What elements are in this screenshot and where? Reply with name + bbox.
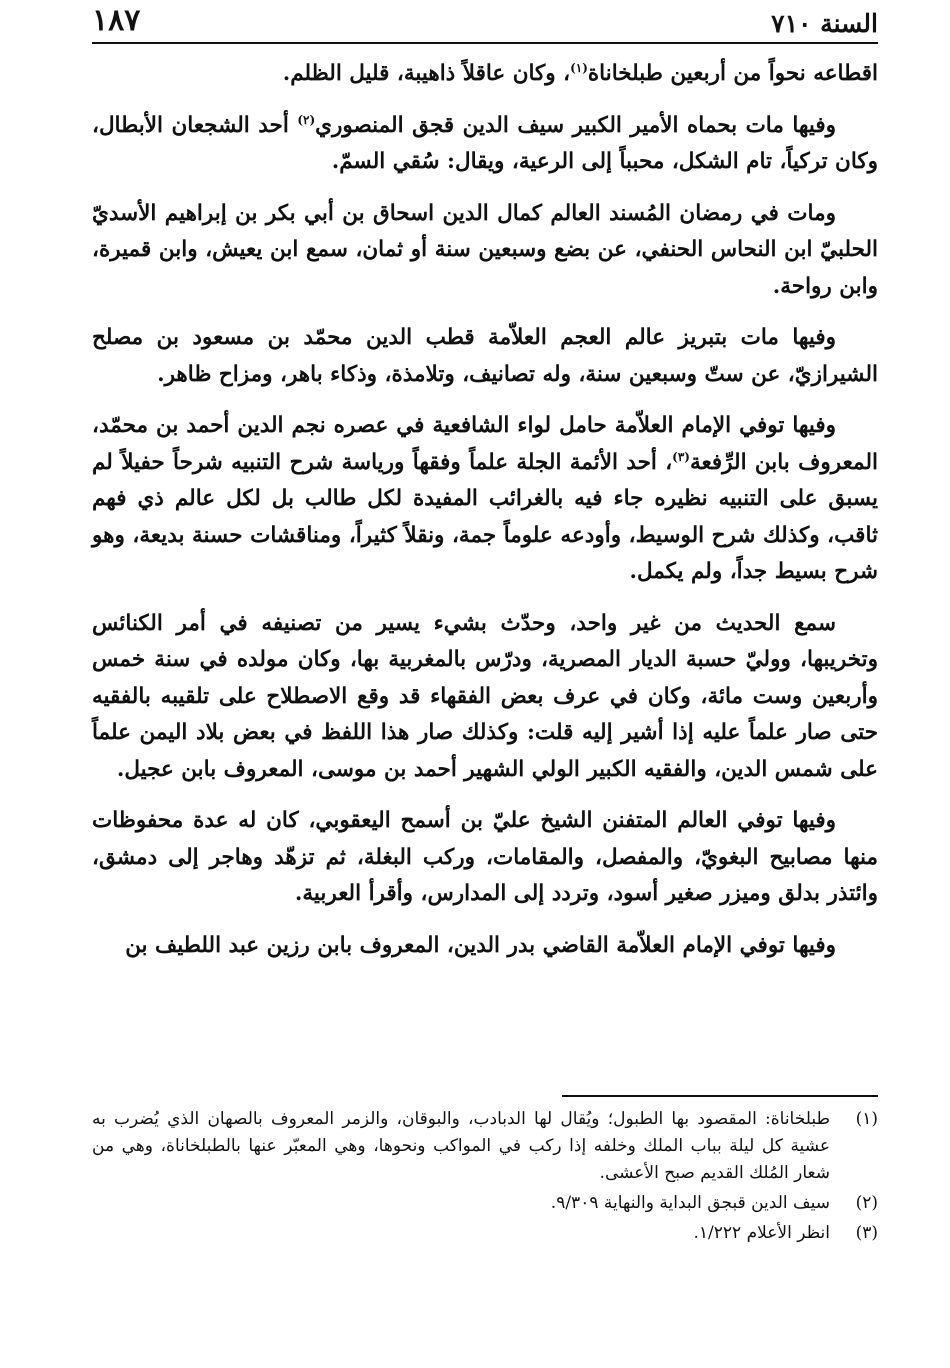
main-text: [92, 56, 878, 979]
footnote-text: طبلخاناة: المقصود بها الطبول؛ ويُقال لها الدبادب، والبوقان، والزمر المعروف بالصهان الذي يُضرب به عشية كل ليلة بباب الملك وخلفه إذا ركب في المواكب ونحوها، وهي المعبّر عنها بالطبلخاناة، وهي من شعار المُلك القديم صبح الأعشى.: [92, 1109, 830, 1183]
paragraph-4: وفيها مات بتبريز عالم العجم العلاّمة قطب الدين محمّد بن مسعود بن مصلح الشيرازيّ، عن ستّ وسبعين سنة، وله تصانيف، وتلامذة، وذكاء باهر، ومزاح ظاهر.: [92, 325, 878, 387]
paragraph-7: وفيها توفي العالم المتفنن الشيخ عليّ بن أسمح اليعقوبي، كان له عدة محفوظات منها مصابيح البغويّ، والمفصل، والمقامات، وركب البغلة، ثم تزهّد وهاجر إلى دمشق، وائتذر بدلق وميزر صغير أسود، وتردد إلى المدارس، وأقرأ العربية.: [92, 808, 878, 906]
footnote-3: [92, 1220, 878, 1247]
paragraph-8: وفيها توفي الإمام العلاّمة القاضي بدر الدين، المعروف بابن رزين عبد اللطيف بن: [125, 932, 836, 958]
paragraph-6: سمع الحديث من غير واحد، وحدّث بشيء يسير من تصنيفه في أمر الكنائس وتخريبها، ووليّ حسبة الديار المصرية، ودرّس بالمغربية بها، وكان مولده في سنة خمس وأربعين وست مائة، وكان في عرف بعض الفقهاء قد وقع الاصطلاح على تلقيبه بالفقيه حتى صار علماً عليه إذا أشير إليه قلت: وكذلك صار هذا اللفظ في بعض بلاد اليمن علماً على شمس الدين، والفقيه الكبير الولي الشهير أحمد بن موسى، المعروف بابن عجيل.: [92, 610, 878, 782]
footnote-ref-3: (٣): [672, 449, 690, 464]
paragraph-1: اقطاعه نحواً من أربعين طبلخاناة$^{(١)}$، وكان عاقلاً ذاهيبة، قليل الظلم.: [282, 60, 878, 86]
footnote-ref-1: (١): [570, 60, 588, 75]
footnote-divider: [562, 1095, 878, 1097]
footnote-number: (٢): [855, 1193, 878, 1213]
footnote-number: (١): [855, 1109, 878, 1129]
paragraph-2: وفيها مات بحماه الأمير الكبير سيف الدين قجق المنصوري$^{(٢)}$ أحد الشجعان الأبطال، وكان تركياً، تام الشكل، محبباً إلى الرعية، ويقال: سُقي السمّ.: [92, 112, 878, 174]
paragraph-3: ومات في رمضان المُسند العالم كمال الدين اسحاق بن أبي بكر بن إبراهيم الأسديّ الحلبيّ ابن النحاس الحنفي، عن بضع وسبعين سنة أو ثمان، سمع ابن يعيش، وابن قميرة، وابن رواحة.: [92, 200, 878, 299]
footnote-1: [92, 1106, 878, 1187]
page-number: ١٨٧: [92, 3, 141, 38]
running-head: السنة ٧١٠: [771, 9, 878, 38]
footnote-text: انظر الأعلام ١/٢٢٢.: [693, 1223, 830, 1243]
page-header: [92, 2, 878, 38]
footnote-2: [92, 1190, 878, 1217]
paragraph-5: وفيها توفي الإمام العلاّمة حامل لواء الشافعية في عصره نجم الدين أحمد بن محمّد، المعروف بابن الرِّفعة$^{(٣)}$، أحد الأئمة الجلة علماً وفقهاً ورياسة شرح التنبيه شرحاً حفيلاً لم يسبق على التنبيه نظيره جاء فيه بالغرائب المفيدة لكل طالب بل لكل عالم ذي فهم ثاقب، وكذلك شرح الوسيط، وأودعه علوماً جمة، ونقلاً كثيراً، ومناقشات حسنة بديعة، وهو شرح بسيط جداً، ولم يكمل.: [92, 413, 878, 584]
footnote-text: سيف الدين قبجق البداية والنهاية ٩/٣٠٩.: [550, 1193, 830, 1213]
footnote-number: (٣): [855, 1223, 878, 1243]
header-divider: [92, 42, 878, 44]
footnote-ref-2: (٢): [297, 112, 316, 127]
footnotes: [92, 1106, 878, 1250]
